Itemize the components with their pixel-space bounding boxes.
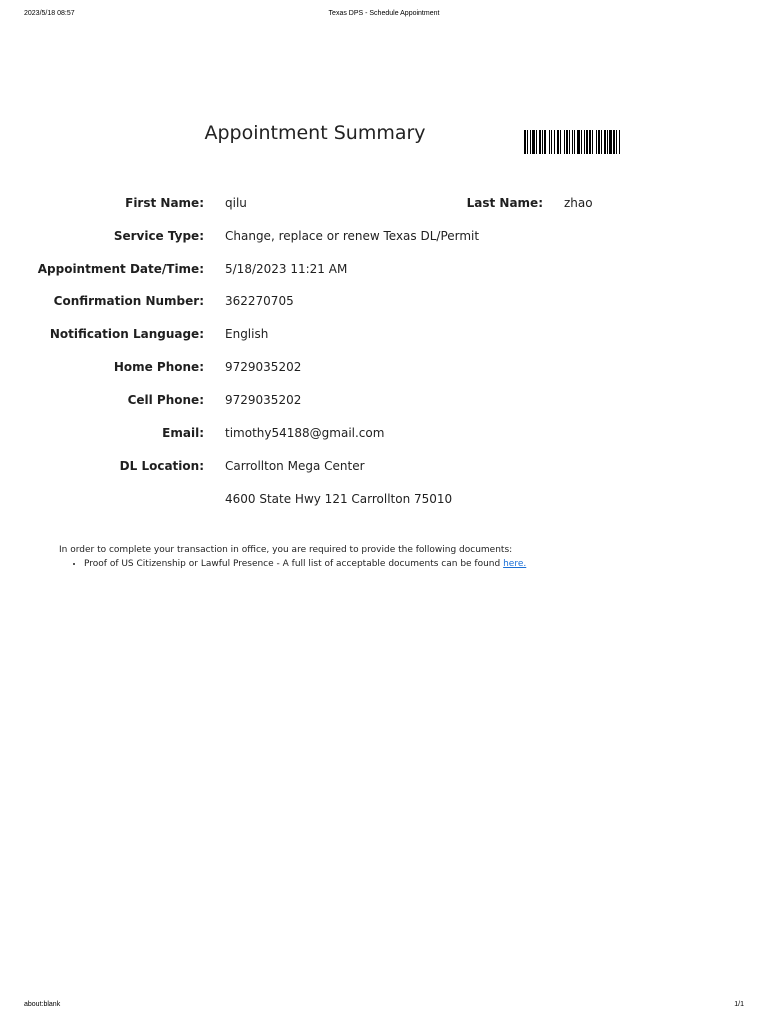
print-footer — [0, 1001, 768, 1015]
appointment-datetime-value: 5/18/2023 11:21 AM — [225, 262, 348, 276]
documents-here-link[interactable]: here. — [503, 559, 527, 569]
notice-intro: In order to complete your transaction in office, you are required to provide the following documents: — [59, 545, 513, 555]
cell-phone-row — [0, 393, 768, 413]
barcode-icon — [524, 130, 677, 154]
confirmation-number-row — [0, 294, 768, 314]
confirmation-number-label: Confirmation Number: — [53, 294, 204, 308]
first-name-row — [0, 196, 768, 216]
last-name-value: zhao — [564, 196, 593, 210]
dl-location-row — [0, 459, 768, 479]
list-item — [84, 559, 719, 569]
dl-location-address: 4600 State Hwy 121 Carrollton 75010 — [225, 492, 453, 506]
required-documents-notice — [59, 545, 719, 569]
cell-phone-label: Cell Phone: — [127, 393, 204, 407]
home-phone-row — [0, 360, 768, 380]
notification-language-value: English — [225, 327, 269, 341]
service-type-value: Change, replace or renew Texas DL/Permit — [225, 229, 480, 243]
email-value: timothy54188@gmail.com — [225, 426, 385, 440]
required-documents-list — [59, 559, 719, 569]
dl-location-label: DL Location: — [119, 459, 204, 473]
service-type-row — [0, 229, 768, 249]
page-title: Appointment Summary — [204, 122, 426, 144]
print-page-title: Texas DPS - Schedule Appointment — [328, 10, 440, 17]
service-type-label: Service Type: — [113, 229, 204, 243]
notification-language-label: Notification Language: — [49, 327, 204, 341]
home-phone-label: Home Phone: — [113, 360, 204, 374]
first-name-label: First Name: — [125, 196, 204, 210]
dl-location-value: Carrollton Mega Center — [225, 459, 365, 473]
print-header — [0, 10, 768, 24]
email-row — [0, 426, 768, 446]
appointment-datetime-label: Appointment Date/Time: — [37, 262, 204, 276]
first-name-value: qilu — [225, 196, 247, 210]
cell-phone-value: 9729035202 — [225, 393, 302, 407]
dl-location-address-row — [0, 492, 768, 512]
list-item-text: Proof of US Citizenship or Lawful Presence - A full list of acceptable documents can be found — [84, 559, 504, 569]
last-name-label: Last Name: — [466, 196, 543, 210]
home-phone-value: 9729035202 — [225, 360, 302, 374]
appointment-datetime-row — [0, 262, 768, 282]
print-page-count: 1/1 — [734, 1001, 744, 1008]
confirmation-number-value: 362270705 — [225, 294, 294, 308]
print-datetime: 2023/5/18 08:57 — [24, 10, 75, 17]
print-url: about:blank — [24, 1001, 61, 1008]
email-label: Email: — [162, 426, 204, 440]
notification-language-row — [0, 327, 768, 347]
